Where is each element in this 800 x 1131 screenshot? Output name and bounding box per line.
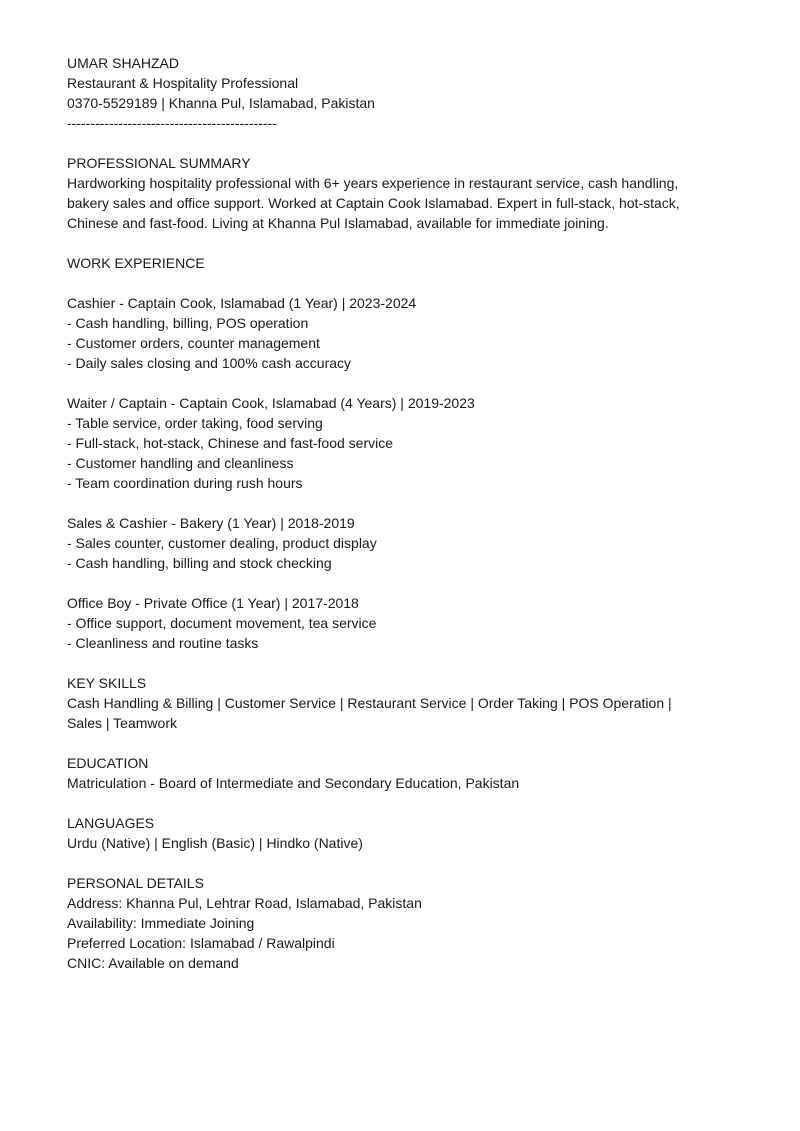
job-points bbox=[67, 413, 707, 493]
job-entry bbox=[67, 593, 707, 653]
languages-section bbox=[67, 813, 707, 853]
summary-section bbox=[67, 153, 707, 233]
summary-heading: PROFESSIONAL SUMMARY bbox=[67, 155, 251, 171]
personal-cnic: CNIC: Available on demand bbox=[67, 955, 239, 971]
job-entry bbox=[67, 393, 707, 493]
candidate-title: Restaurant & Hospitality Professional bbox=[67, 75, 299, 91]
job-point: - Cash handling, billing, POS operation bbox=[67, 315, 309, 331]
job-point: - Customer orders, counter management bbox=[67, 335, 320, 351]
personal-availability: Availability: Immediate Joining bbox=[67, 915, 255, 931]
personal-address: Address: Khanna Pul, Lehtrar Road, Islamabad, Pakistan bbox=[67, 895, 422, 911]
personal-heading: PERSONAL DETAILS bbox=[67, 875, 204, 891]
job-point: - Table service, order taking, food serving bbox=[67, 415, 323, 431]
education-text: Matriculation - Board of Intermediate and Secondary Education, Pakistan bbox=[67, 775, 520, 791]
job-entry bbox=[67, 513, 707, 573]
summary-text: Hardworking hospitality professional with 6+ years experience in restaurant service, cash handling, bakery sales and office support. Worked at Captain Cook Islamabad. Expert in full-stack, hot-stack, Chinese and fast-food. Living at Khanna Pul Islamabad, available for immediate joining. bbox=[67, 175, 680, 231]
spacer bbox=[67, 273, 707, 293]
candidate-contact: 0370-5529189 | Khanna Pul, Islamabad, Pakistan bbox=[67, 95, 375, 111]
education-heading: EDUCATION bbox=[67, 755, 149, 771]
education-section bbox=[67, 753, 707, 793]
experience-section bbox=[67, 253, 707, 653]
experience-heading: WORK EXPERIENCE bbox=[67, 255, 205, 271]
resume-header bbox=[67, 53, 707, 133]
job-entry bbox=[67, 293, 707, 373]
spacer bbox=[67, 653, 707, 673]
spacer bbox=[67, 133, 707, 153]
languages-text: Urdu (Native) | English (Basic) | Hindko (Native) bbox=[67, 835, 363, 851]
job-title: Office Boy - Private Office (1 Year) | 2017-2018 bbox=[67, 595, 359, 611]
personal-section bbox=[67, 873, 707, 973]
spacer bbox=[67, 373, 707, 393]
header-divider: --------------------------------------------- bbox=[67, 115, 277, 131]
job-point: - Customer handling and cleanliness bbox=[67, 455, 294, 471]
job-point: - Cash handling, billing and stock checking bbox=[67, 555, 332, 571]
job-point: - Office support, document movement, tea service bbox=[67, 615, 377, 631]
spacer bbox=[67, 493, 707, 513]
job-point: - Cleanliness and routine tasks bbox=[67, 635, 259, 651]
spacer bbox=[67, 573, 707, 593]
languages-heading: LANGUAGES bbox=[67, 815, 155, 831]
job-point: - Daily sales closing and 100% cash accuracy bbox=[67, 355, 352, 371]
spacer bbox=[67, 853, 707, 873]
resume-page bbox=[67, 53, 707, 973]
job-points bbox=[67, 613, 707, 653]
spacer bbox=[67, 233, 707, 253]
skills-heading: KEY SKILLS bbox=[67, 675, 147, 691]
job-title: Sales & Cashier - Bakery (1 Year) | 2018-2019 bbox=[67, 515, 355, 531]
job-points bbox=[67, 313, 707, 373]
job-point: - Full-stack, hot-stack, Chinese and fast-food service bbox=[67, 435, 394, 451]
job-title: Waiter / Captain - Captain Cook, Islamabad (4 Years) | 2019-2023 bbox=[67, 395, 475, 411]
job-point: - Sales counter, customer dealing, product display bbox=[67, 535, 377, 551]
job-points bbox=[67, 533, 707, 573]
skills-section bbox=[67, 673, 707, 733]
personal-location: Preferred Location: Islamabad / Rawalpindi bbox=[67, 935, 335, 951]
job-title: Cashier - Captain Cook, Islamabad (1 Year) | 2023-2024 bbox=[67, 295, 417, 311]
spacer bbox=[67, 733, 707, 753]
candidate-name: UMAR SHAHZAD bbox=[67, 55, 180, 71]
job-point: - Team coordination during rush hours bbox=[67, 475, 303, 491]
skills-text: Cash Handling & Billing | Customer Service | Restaurant Service | Order Taking | POS Operation | Sales | Teamwork bbox=[67, 695, 672, 731]
spacer bbox=[67, 793, 707, 813]
